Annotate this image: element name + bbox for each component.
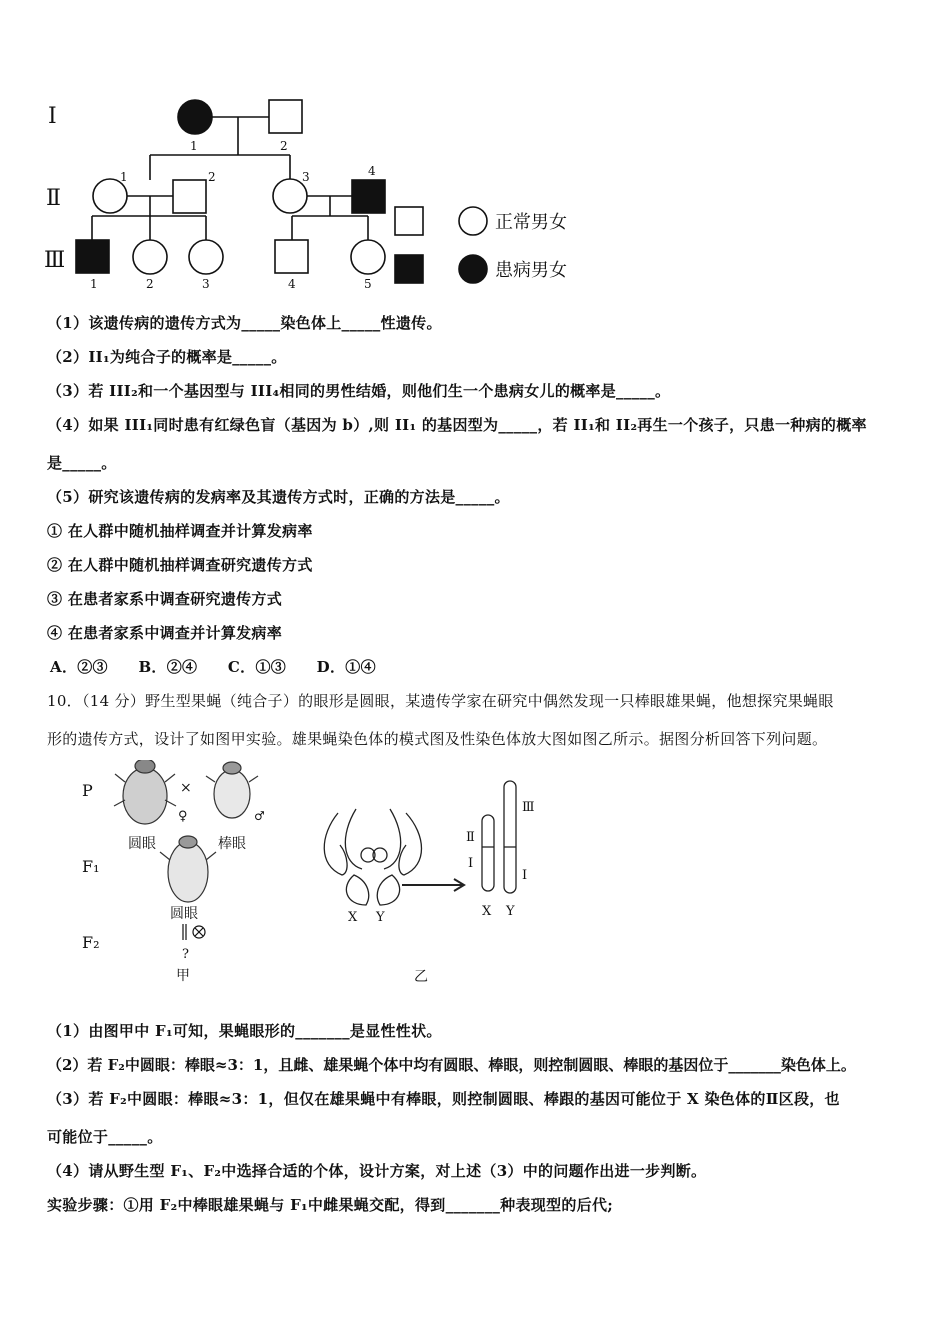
- fig-yi-X2-label: X: [482, 904, 492, 919]
- fig-yi-Y2-label: Y: [506, 904, 515, 919]
- fig-jia-cross-symbol: ×: [180, 780, 192, 796]
- fly-round-eye-female-icon: [114, 760, 176, 824]
- generation-label-III: Ⅲ: [44, 248, 66, 273]
- q9-part5: （5）研究该遗传病的发病率及其遗传方式时，正确的方法是_____。: [47, 488, 510, 506]
- q10-part4: （4）请从野生型 F₁、F₂中选择合适的个体，设计方案，对上述（3）中的问题作出进一步判断。: [47, 1162, 707, 1180]
- fig-jia-female-symbol: ♀: [178, 809, 188, 824]
- fig-yi-X-label: X: [348, 910, 358, 925]
- fig-jia-f1-round-eye-label: 圆眼: [170, 906, 198, 922]
- q9-choices: A．②③ B．②④ C．①③ D．①④: [50, 658, 376, 676]
- legend-affected-male-symbol: [395, 255, 423, 283]
- q10-intro-line1: 10．（14 分）野生型果蝇（纯合子）的眼形是圆眼，某遗传学家在研究中偶然发现一只棒眼雄果蝇，他想探究果蝇眼: [47, 692, 834, 710]
- fig-jia-male-symbol: ♂: [254, 809, 265, 823]
- pedigree-III3-normal-female: [189, 240, 223, 274]
- x-chromosome-enlarged: [482, 815, 494, 891]
- q9-option-2: ② 在人群中随机抽样调查研究遗传方式: [47, 556, 313, 574]
- q9-part4-line2: 是_____。: [47, 454, 117, 472]
- fig-jia-bar-eye-label: 棒眼: [218, 836, 246, 852]
- pedigree-I2-normal-male: [269, 100, 302, 133]
- generation-label-II: Ⅱ: [46, 186, 61, 211]
- fig-yi-region-II: Ⅱ: [466, 830, 475, 845]
- pedigree-III5-normal-female: [351, 240, 385, 274]
- fig-yi-region-III: Ⅲ: [522, 800, 535, 815]
- pedigree-II2-normal-male: [173, 180, 206, 213]
- label-III5: 5: [364, 277, 372, 291]
- y-chromosome-enlarged: [504, 781, 516, 893]
- pedigree-chart: [40, 85, 600, 295]
- fig-yi-region-I-left: I: [468, 856, 474, 871]
- q10-part3-line1: （3）若 F₂中圆眼：棒眼≈3：1，但仅在雄果蝇中有棒眼，则控制圆眼、棒跟的基因可能位于 X 染色体的Ⅱ区段，也: [47, 1090, 840, 1108]
- label-III3: 3: [202, 277, 210, 291]
- fig-jia-F2-label: F₂: [82, 933, 100, 952]
- fig-yi-Y-label: Y: [376, 910, 385, 925]
- q10-part2: （2）若 F₂中圆眼：棒眼≈3：1，且雌、雄果蝇个体中均有圆眼、棒眼，则控制圆眼、棒眼的基因位于_______染色体上。: [47, 1056, 856, 1074]
- fly-f1-round-eye-icon: [160, 836, 216, 902]
- q9-option-3: ③ 在患者家系中调查研究遗传方式: [47, 590, 283, 608]
- label-I2: 2: [280, 139, 288, 153]
- label-II1: 1: [120, 170, 128, 184]
- q10-part1: （1）由图甲中 F₁可知，果蝇眼形的_______是显性性状。: [47, 1022, 442, 1040]
- fig-jia-round-eye-label: 圆眼: [128, 836, 156, 852]
- legend-normal-female-symbol: [459, 207, 487, 235]
- q9-option-1: ① 在人群中随机抽样调查并计算发病率: [47, 522, 313, 540]
- pedigree-III4-normal-male: [275, 240, 308, 273]
- fly-bar-eye-male-icon: [206, 762, 258, 818]
- label-II2: 2: [208, 170, 216, 184]
- q9-part4-line1: （4）如果 III₁同时患有红绿色盲（基因为 b）,则 II₁ 的基因型为_____，若 II₁和 II₂再生一个孩子，只患一种病的概率: [47, 416, 867, 434]
- q10-intro-line2: 形的遗传方式，设计了如图甲实验。雄果蝇染色体的模式图及性染色体放大图如图乙所示。据图分析回答下列问题。: [47, 730, 828, 748]
- label-I1: 1: [190, 139, 198, 153]
- generation-label-I: I: [48, 104, 57, 129]
- figure-yi-chromosomes: [310, 775, 550, 985]
- pedigree-II3-normal-female: [273, 179, 307, 213]
- label-II4: 4: [368, 164, 376, 178]
- label-III1: 1: [90, 277, 98, 291]
- pedigree-II1-normal-female: [93, 179, 127, 213]
- fig-jia-question-mark: ?: [182, 947, 189, 962]
- pedigree-III1-affected-male: [76, 240, 109, 273]
- legend-normal-label: 正常男女: [495, 212, 567, 233]
- fig-jia-caption: 甲: [176, 968, 190, 984]
- figure-jia-cross-experiment: [70, 760, 270, 985]
- q10-part3-line2: 可能位于_____。: [47, 1128, 163, 1146]
- legend-affected-female-symbol: [459, 255, 487, 283]
- pedigree-I1-affected-female: [178, 100, 212, 134]
- q9-part3: （3）若 III₂和一个基因型与 III₄相同的男性结婚，则他们生一个患病女儿的概率是_____。: [47, 382, 671, 400]
- fig-yi-region-I-right: I: [522, 868, 528, 883]
- label-III4: 4: [288, 277, 296, 291]
- legend-normal-male-symbol: [395, 207, 423, 235]
- q9-option-4: ④ 在患者家系中调查并计算发病率: [47, 624, 283, 642]
- label-III2: 2: [146, 277, 154, 291]
- fig-jia-F1-label: F₁: [82, 857, 100, 876]
- pedigree-II4-affected-male: [352, 180, 385, 213]
- fig-jia-P-label: P: [82, 781, 93, 800]
- legend-affected-label: 患病男女: [495, 260, 567, 281]
- q10-experiment-step: 实验步骤：①用 F₂中棒眼雄果蝇与 F₁中雌果蝇交配，得到_______种表现型的后代;: [47, 1196, 614, 1214]
- pedigree-III2-normal-female: [133, 240, 167, 274]
- fig-yi-caption: 乙: [414, 969, 428, 985]
- q9-part2: （2）II₁为纯合子的概率是_____。: [47, 348, 287, 366]
- label-II3: 3: [302, 170, 310, 184]
- q9-part1: （1）该遗传病的遗传方式为_____染色体上_____性遗传。: [47, 314, 442, 332]
